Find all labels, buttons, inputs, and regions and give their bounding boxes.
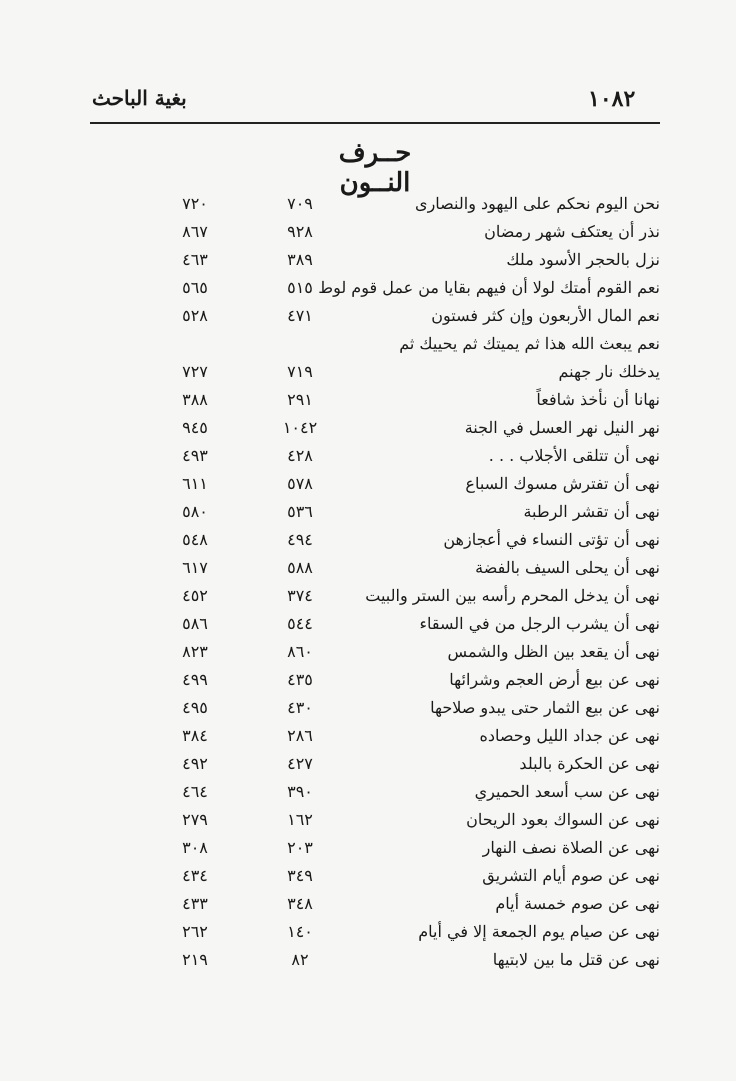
- index-entry: [170, 922, 660, 950]
- entry-number-1: ٧١٩: [287, 362, 313, 381]
- index-entry: [170, 194, 660, 222]
- entry-number-1: ٣٤٩: [287, 866, 313, 885]
- entry-number-1: ١٦٢: [287, 810, 313, 829]
- index-entry: [170, 726, 660, 754]
- index-entry: [170, 810, 660, 838]
- entry-number-1: ٧٠٩: [287, 194, 313, 213]
- entry-number-1: ٢٩١: [287, 390, 313, 409]
- entry-number-1: ١٤٠: [287, 922, 313, 941]
- index-entry: [170, 502, 660, 530]
- index-entry: [170, 446, 660, 474]
- index-entry: [170, 390, 660, 418]
- entry-text: نهى عن بيع الثمار حتى يبدو صلاحها: [430, 698, 660, 717]
- entry-number-1: ٤٢٨: [287, 446, 313, 465]
- entry-number-2: ٦١٧: [182, 558, 208, 577]
- entry-text: نهى أن يحلى السيف بالفضة: [475, 558, 660, 577]
- entry-number-1: ٣٧٤: [287, 586, 313, 605]
- entry-number-2: ٣٨٤: [182, 726, 208, 745]
- entry-number-2: ٣٠٨: [182, 838, 208, 857]
- entry-number-1: ٨٢: [291, 950, 309, 969]
- entry-number-2: ٤٩٥: [182, 698, 208, 717]
- entry-text: نهى أن يدخل المحرم رأسه بين الستر والبيت: [365, 586, 660, 605]
- entry-text: نحن اليوم نحكم على اليهود والنصارى: [415, 194, 660, 213]
- entry-number-2: ٣٨٨: [182, 390, 208, 409]
- entry-number-2: ٨٦٧: [182, 222, 208, 241]
- entry-number-2: ٤٦٣: [182, 250, 208, 269]
- entry-text: نهى عن قتل ما بين لابتيها: [492, 950, 660, 969]
- entry-number-2: ٢١٩: [182, 950, 208, 969]
- index-entry: [170, 222, 660, 250]
- entry-text: نعم المال الأربعون وإن كثر فستون: [431, 306, 660, 325]
- index-entry: [170, 894, 660, 922]
- entry-text: نهى عن بيع أرض العجم وشرائها: [449, 670, 660, 689]
- entry-number-2: ٥٨٦: [182, 614, 208, 633]
- index-entry: [170, 754, 660, 782]
- entry-number-2: ٥٢٨: [182, 306, 208, 325]
- entry-number-2: ٢٦٢: [182, 922, 208, 941]
- entry-number-1: ٥٨٨: [287, 558, 313, 577]
- entry-text: نذر أن يعتكف شهر رمضان: [484, 222, 660, 241]
- entry-number-1: ٥٣٦: [287, 502, 313, 521]
- entry-text: نهى عن صوم خمسة أيام: [495, 894, 660, 913]
- index-entry: [170, 558, 660, 586]
- index-entry: [170, 334, 660, 362]
- entry-number-1: ٤٣٠: [287, 698, 313, 717]
- entry-number-2: ٨٢٣: [182, 642, 208, 661]
- index-entry: [170, 698, 660, 726]
- entry-number-1: ٤٧١: [287, 306, 313, 325]
- entry-number-1: ٣٤٨: [287, 894, 313, 913]
- page-number: ١٠٨٢: [588, 86, 636, 112]
- book-title: بغية الباحث: [92, 86, 187, 110]
- entry-text: نهى عن صيام يوم الجمعة إلا في أيام: [418, 922, 660, 941]
- entry-text: نهى أن يقعد بين الظل والشمس: [447, 642, 660, 661]
- entry-number-1: ٥٧٨: [287, 474, 313, 493]
- entry-number-2: ٧٢٠: [182, 194, 208, 213]
- index-list: [170, 194, 660, 978]
- entry-number-1: ٣٩٠: [287, 782, 313, 801]
- index-entry: [170, 530, 660, 558]
- index-entry: [170, 642, 660, 670]
- entry-number-2: ٥٨٠: [182, 502, 208, 521]
- index-entry: [170, 670, 660, 698]
- entry-number-2: ٢٧٩: [182, 810, 208, 829]
- entry-number-2: ٤٣٤: [182, 866, 208, 885]
- entry-text: نهى أن تؤتى النساء في أعجازهن: [443, 530, 660, 549]
- entry-number-2: ٤٣٣: [182, 894, 208, 913]
- index-entry: [170, 250, 660, 278]
- index-entry: [170, 950, 660, 978]
- index-entry: [170, 614, 660, 642]
- entry-number-2: ٥٤٨: [182, 530, 208, 549]
- entry-number-1: ٩٢٨: [287, 222, 313, 241]
- index-entry: [170, 418, 660, 446]
- entry-text: نهى أن يشرب الرجل من في السقاء: [419, 614, 660, 633]
- entry-text: نهى أن تتلقى الأجلاب . . .: [488, 446, 660, 465]
- index-entry: [170, 362, 660, 390]
- entry-text: نهى أن تفترش مسوك السباع: [465, 474, 660, 493]
- index-entry: [170, 306, 660, 334]
- entry-number-1: ٢٨٦: [287, 726, 313, 745]
- entry-text: نهى عن صوم أيام التشريق: [482, 866, 660, 885]
- entry-number-2: ٩٤٥: [182, 418, 208, 437]
- entry-text: نهر النيل نهر العسل في الجنة: [464, 418, 660, 437]
- index-entry: [170, 838, 660, 866]
- entry-number-1: ٨٦٠: [287, 642, 313, 661]
- entry-number-1: ٢٠٣: [287, 838, 313, 857]
- index-entry: [170, 278, 660, 306]
- entry-number-2: ٤٩٣: [182, 446, 208, 465]
- section-title: حــرف النــون: [338, 138, 412, 198]
- entry-number-2: ٧٢٧: [182, 362, 208, 381]
- entry-text: نعم القوم أمتك لولا أن فيهم بقايا من عمل قوم لوط: [318, 278, 660, 297]
- entry-text: نهى عن سب أسعد الحميري: [474, 782, 660, 801]
- entry-number-2: ٤٩٩: [182, 670, 208, 689]
- entry-number-1: ٥٤٤: [287, 614, 313, 633]
- entry-text: نعم يبعث الله هذا ثم يميتك ثم يحييك ثم: [399, 334, 660, 353]
- entry-number-1: ٤٣٥: [287, 670, 313, 689]
- entry-number-2: ٤٦٤: [182, 782, 208, 801]
- entry-number-1: ١٠٤٢: [282, 418, 318, 437]
- entry-text: نزل بالحجر الأسود ملك: [506, 250, 660, 269]
- entry-number-1: ٤٢٧: [287, 754, 313, 773]
- entry-number-1: ٥١٥: [287, 278, 313, 297]
- entry-text: نهانا أن نأخذ شافعاً: [536, 390, 660, 409]
- entry-text: نهى عن جداد الليل وحصاده: [479, 726, 660, 745]
- index-entry: [170, 474, 660, 502]
- entry-text: نهى عن الحكرة بالبلد: [519, 754, 660, 773]
- entry-number-2: ٤٩٢: [182, 754, 208, 773]
- index-entry: [170, 782, 660, 810]
- index-entry: [170, 866, 660, 894]
- entry-number-2: ٥٦٥: [182, 278, 208, 297]
- entry-number-2: ٤٥٢: [182, 586, 208, 605]
- index-entry: [170, 586, 660, 614]
- entry-text: نهى عن السواك بعود الريحان: [466, 810, 660, 829]
- entry-number-1: ٤٩٤: [287, 530, 313, 549]
- entry-number-2: ٦١١: [182, 474, 208, 493]
- entry-number-1: ٣٨٩: [287, 250, 313, 269]
- header-rule: [90, 122, 660, 124]
- entry-text: نهى أن تقشر الرطبة: [523, 502, 660, 521]
- entry-text: يدخلك نار جهنم: [558, 362, 660, 381]
- entry-text: نهى عن الصلاة نصف النهار: [482, 838, 660, 857]
